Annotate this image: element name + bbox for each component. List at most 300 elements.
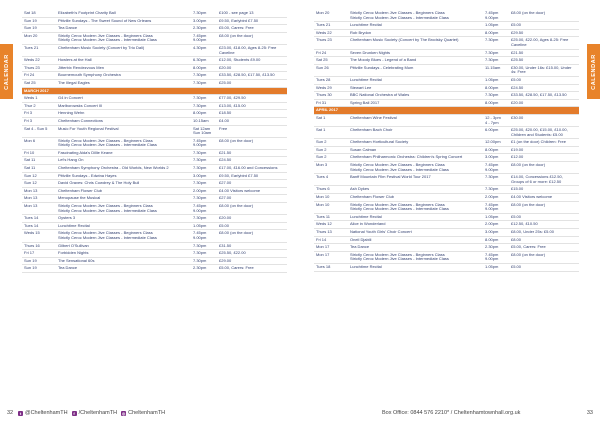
event-time: 7.30pm — [191, 149, 217, 157]
event-price: £20.00 — [217, 64, 287, 72]
event-time: 7.30pm — [483, 49, 509, 57]
event-name: Bournemouth Symphony Orchestra — [56, 72, 191, 80]
event-row — [314, 37, 579, 49]
event-name: Lunchtime Recital — [348, 76, 483, 84]
event-row — [22, 215, 287, 223]
event-date: Weds 22 — [22, 57, 56, 65]
event-row — [22, 64, 287, 72]
event-row — [314, 221, 579, 229]
event-date: Tues 11 — [314, 213, 348, 221]
event-name: National Youth Girls' Choir Concert — [348, 229, 483, 237]
event-date: Mon 10 — [314, 194, 348, 202]
event-time: 7.30pm — [191, 257, 217, 265]
event-date: Sun 2 — [314, 146, 348, 154]
event-date: Mon 10 — [314, 201, 348, 213]
event-name: Tea Dance — [348, 244, 483, 252]
event-name: Seven Drunken Nights — [348, 49, 483, 57]
event-price: £30.00, Under 16s: £15.00, Under 4s: Free — [509, 64, 579, 76]
event-time: 7.30pm — [191, 10, 217, 17]
event-price: £23.00, £18.00, Ages 8-25: Free Caveline — [217, 44, 287, 56]
event-row — [314, 263, 579, 271]
event-price: £8.00 (on the door) — [217, 230, 287, 242]
event-time: 7.30pm — [191, 95, 217, 103]
event-name: Menopause the Musical — [56, 195, 191, 203]
event-price: £20.00 — [217, 215, 287, 223]
event-row — [22, 25, 287, 33]
event-name: Stewart Lee — [348, 84, 483, 92]
event-row — [22, 230, 287, 242]
event-price: £27.00 — [217, 195, 287, 203]
page-number-right: 33 — [586, 410, 593, 416]
event-date: Tues 4 — [314, 174, 348, 186]
event-name: Cheltenham Music Society (Concert by Trio Dali) — [56, 44, 191, 56]
event-date: Mon 17 — [314, 244, 348, 252]
event-row — [22, 95, 287, 103]
event-price: £5.00 — [509, 263, 579, 271]
month-header-row — [314, 107, 579, 115]
event-price: £25.00 — [217, 79, 287, 87]
calendar-tab-label: CALENDAR — [3, 53, 10, 90]
event-time: 3.00pm — [191, 17, 217, 25]
event-time: 8.00pm — [483, 84, 509, 92]
event-date: Sat 25 — [314, 57, 348, 65]
event-price: £33.50, £28.50, £17.50, £13.50 — [509, 92, 579, 100]
event-time: 8.00pm — [483, 99, 509, 107]
event-row — [22, 149, 287, 157]
event-price: £77.00, £29.50 — [217, 95, 287, 103]
event-name: Tea Dance — [56, 25, 191, 33]
box-office-contact: Box Office: 0844 576 2210* / Cheltenhamtownhall.org.uk — [382, 410, 521, 416]
event-row — [314, 114, 579, 126]
event-row — [22, 44, 287, 56]
event-row — [314, 127, 579, 139]
event-date: Sun 12 — [22, 172, 56, 180]
event-row — [22, 187, 287, 195]
event-time: 7.45pm 9.00pm — [483, 201, 509, 213]
event-price: £15.00 — [509, 186, 579, 194]
event-row — [22, 137, 287, 149]
instagram-icon: ◎ — [121, 410, 126, 416]
event-row — [314, 84, 579, 92]
event-date: Mon 13 — [22, 195, 56, 203]
event-name: Cheltenham Flower Club — [348, 194, 483, 202]
event-date: Sat 25 — [22, 79, 56, 87]
event-price: £8.00 — [509, 236, 579, 244]
event-time: 12.00pm — [483, 139, 509, 147]
event-row — [22, 257, 287, 265]
event-date: Sat 1 — [314, 114, 348, 126]
event-time: 1.05pm — [483, 263, 509, 271]
event-name: Oysters 3 — [56, 215, 191, 223]
calendar-side-tab-right — [587, 44, 600, 99]
event-price: £21.50 — [509, 49, 579, 57]
event-price: £20.00 — [509, 99, 579, 107]
event-time: 1.05pm — [483, 22, 509, 30]
event-date: Fri 17 — [22, 250, 56, 258]
event-time: 7.30pm — [483, 37, 509, 49]
event-name: Elizabeth's Footprint Charity Ball — [56, 10, 191, 17]
event-date: Fri 24 — [314, 49, 348, 57]
event-row — [22, 110, 287, 118]
event-row — [22, 157, 287, 165]
event-date: Mon 17 — [314, 251, 348, 263]
event-row — [22, 102, 287, 110]
event-date: Sun 19 — [22, 265, 56, 273]
event-name: Cheltenham Bach Choir — [348, 127, 483, 139]
event-time: 1.05pm — [483, 213, 509, 221]
event-name: Tea Dance — [56, 265, 191, 273]
event-time: 8.00pm — [191, 110, 217, 118]
event-row — [22, 265, 287, 273]
event-price: £5.00 — [509, 22, 579, 30]
event-date: Weds 12 — [314, 221, 348, 229]
event-date: Fri 3 — [22, 110, 56, 118]
event-price: £9.50, Earlybird £7.50 — [217, 172, 287, 180]
event-row — [314, 186, 579, 194]
event-time: 2.00pm — [483, 194, 509, 202]
event-time: 4.30pm — [191, 44, 217, 56]
event-name: Jitterbix Rendezvous Men — [56, 64, 191, 72]
event-time: 11.15am — [483, 64, 509, 76]
event-date: Sun 19 — [22, 25, 56, 33]
event-time: 6.00pm — [483, 127, 509, 139]
event-price: £5.00, Carers: Free — [509, 244, 579, 252]
event-date: Mon 20 — [314, 10, 348, 22]
event-time: 7.30pm — [483, 92, 509, 100]
event-date: Sat 4 - Sun 5 — [22, 125, 56, 137]
event-date: Fri 24 — [22, 72, 56, 80]
event-price: £8.00, Under 25s: £5.00 — [509, 229, 579, 237]
event-date: Mon 13 — [22, 187, 56, 195]
event-name: Cheltenham Music Society (Concert by The Brodsky Quartet) — [348, 37, 483, 49]
event-time: 7.30pm — [483, 186, 509, 194]
event-name: Rob Brydon — [348, 29, 483, 37]
event-name: Cheltenham Philharmonic Orchestra: Children's Spring Concert — [348, 154, 483, 162]
event-name: Lunchtime Recital — [56, 222, 191, 230]
event-date: Tues 18 — [314, 263, 348, 271]
event-name: Lunchtime Recital — [348, 213, 483, 221]
event-name: Cheltenham Symphony Orchestra - Old Worlds, New Worlds 2 — [56, 165, 191, 173]
event-price: £8.00 (on the door) — [217, 32, 287, 44]
event-row — [22, 57, 287, 65]
event-price: £19.00 — [509, 146, 579, 154]
event-row — [314, 236, 579, 244]
month-header: APRIL 2017 — [314, 107, 579, 115]
event-date: Thur 2 — [22, 102, 56, 110]
event-date: Sun 2 — [314, 154, 348, 162]
event-time: 6.30pm — [191, 57, 217, 65]
month-header-row — [22, 87, 287, 95]
event-price: £25.00, £22.00, Ages 8-25: Free Caveline — [509, 37, 579, 49]
event-time: 2.30pm — [191, 25, 217, 33]
event-row — [22, 180, 287, 188]
event-price: £13.00, £15.00 — [217, 102, 287, 110]
event-time: 7.45pm 9.00pm — [191, 32, 217, 44]
event-price: £8.00 (on the door) — [509, 251, 579, 263]
event-row — [22, 172, 287, 180]
event-name: Spring Ball 2017 — [348, 99, 483, 107]
twitter-icon: t — [19, 410, 22, 416]
event-name: Gilbert O'Sullivan — [56, 242, 191, 250]
event-row — [22, 203, 287, 215]
event-row — [314, 213, 579, 221]
event-time: 7.45pm 9.00pm — [191, 203, 217, 215]
event-name: G4 in Concert — [56, 95, 191, 103]
event-price: £24.50 — [217, 157, 287, 165]
facebook-icon: f — [73, 410, 75, 416]
event-name: Susan Calman — [348, 146, 483, 154]
event-name: Lunchtime Recital — [348, 263, 483, 271]
event-time: 1.05pm — [483, 76, 509, 84]
event-price: £18.50 — [217, 110, 287, 118]
event-name: Strictly Ceroc Modern Jive Classes - Beginners Class Strictly Ceroc Modern Jive Classes - Intermediate Class — [348, 251, 483, 263]
event-row — [314, 154, 579, 162]
event-name: The Sensational 60s — [56, 257, 191, 265]
event-date: Fri 31 — [314, 99, 348, 107]
event-time: 7.30pm — [191, 157, 217, 165]
event-row — [314, 194, 579, 202]
event-row — [314, 92, 579, 100]
event-date: Sat 1 — [314, 127, 348, 139]
facebook-link[interactable] — [72, 410, 118, 416]
event-row — [314, 29, 579, 37]
event-price: £30.00 — [509, 114, 579, 126]
right-calendar-table — [314, 10, 579, 272]
event-name: Forbidden Nights — [56, 250, 191, 258]
event-name: Fascinating Aida's Dillie Keane — [56, 149, 191, 157]
event-time: 2.00pm — [191, 187, 217, 195]
event-date: Sun 19 — [22, 17, 56, 25]
event-time: 3.00pm — [483, 229, 509, 237]
event-name: Strictly Ceroc Modern Jive Classes - Beginners Class Strictly Ceroc Modern Jive Classes - Intermediate Class — [56, 137, 191, 149]
event-name: Alice in Wonderland — [348, 221, 483, 229]
event-price: £5.00, Carers: Free — [217, 25, 287, 33]
event-price: £5.00 — [509, 213, 579, 221]
event-name: Marlborowsks Concert III — [56, 102, 191, 110]
event-time: 7.30pm — [191, 79, 217, 87]
event-row — [22, 79, 287, 87]
event-row — [314, 162, 579, 174]
event-date: Tues 21 — [314, 22, 348, 30]
event-row — [22, 17, 287, 25]
event-price: £29.50 — [509, 29, 579, 37]
event-date: Sat 18 — [22, 10, 56, 17]
event-date: Mon 6 — [22, 137, 56, 149]
event-time: 10.15am — [191, 117, 217, 125]
event-date: Tues 14 — [22, 222, 56, 230]
event-price: £24.50 — [509, 84, 579, 92]
event-time: 7.45pm 9.00pm — [483, 162, 509, 174]
event-row — [314, 146, 579, 154]
event-row — [22, 72, 287, 80]
event-time: 7.45pm 9.00pm — [191, 230, 217, 242]
event-date: Weds 22 — [314, 29, 348, 37]
event-row — [314, 174, 579, 186]
event-time: 2.00pm — [483, 221, 509, 229]
twitter-link[interactable] — [18, 410, 68, 416]
event-price: £12.50, £10.50 — [509, 221, 579, 229]
event-time: 7.30pm — [191, 242, 217, 250]
event-date: Thurs 16 — [22, 242, 56, 250]
event-date: Fri 3 — [22, 117, 56, 125]
event-time: 12 - 3pm 4 - 7pm — [483, 114, 509, 126]
event-name: Oneil Djabili — [348, 236, 483, 244]
event-row — [314, 244, 579, 252]
event-name: Strictly Ceroc Modern Jive Classes - Beginners Class Strictly Ceroc Modern Jive Classes - Intermediate Class — [348, 201, 483, 213]
event-name: Cheltenham Wine Festival — [348, 114, 483, 126]
month-header: MARCH 2017 — [22, 87, 287, 95]
event-time: 1.05pm — [191, 222, 217, 230]
event-time: 2.30pm — [191, 265, 217, 273]
event-name: Lunchtime Recital — [348, 22, 483, 30]
event-time: 8.00pm — [191, 64, 217, 72]
event-time: 2.30pm — [483, 244, 509, 252]
event-row — [314, 22, 579, 30]
event-price: £12.00 — [509, 154, 579, 162]
event-price: £31.50 — [217, 242, 287, 250]
event-date: Fri 10 — [22, 149, 56, 157]
event-row — [22, 195, 287, 203]
event-time: 7.30pm — [191, 102, 217, 110]
event-date: Tues 28 — [314, 76, 348, 84]
event-row — [22, 222, 287, 230]
event-name: Strictly Ceroc Modern Jive Classes - Beginners Class Strictly Ceroc Modern Jive Classes - Intermediate Class — [56, 230, 191, 242]
event-price: £8.00 (on the door) — [217, 137, 287, 149]
event-name: Ash Dykes — [348, 186, 483, 194]
event-price: £1 (on the door) Children: Free — [509, 139, 579, 147]
instagram-handle: CheltenhamTH — [128, 410, 166, 416]
event-row — [22, 117, 287, 125]
event-row — [314, 229, 579, 237]
event-time: 3.00pm — [191, 172, 217, 180]
event-price: £4.00 Visitors welcome — [509, 194, 579, 202]
event-time: 7.45pm 9.00pm — [483, 10, 509, 22]
event-date: Mon 3 — [314, 162, 348, 174]
event-name: Banff Mountain Film Festival World Tour 2017 — [348, 174, 483, 186]
event-price: £17.00, £16.00 and Concessions — [217, 165, 287, 173]
event-name: Strictly Ceroc Modern Jive Classes - Beginners Class Strictly Ceroc Modern Jive Classes - Intermediate Class — [56, 203, 191, 215]
event-name: Cheltenham Horticultural Society — [348, 139, 483, 147]
instagram-link[interactable] — [121, 410, 165, 416]
social-links — [18, 410, 165, 416]
event-name: Henning Wehn — [56, 110, 191, 118]
event-price: £4.00 — [217, 117, 287, 125]
event-time: 7.30pm — [483, 57, 509, 65]
event-price: £8.00 (on the door) — [509, 10, 579, 22]
event-row — [314, 49, 579, 57]
calendar-tab-label: CALENDAR — [590, 53, 597, 90]
event-date: Weds 29 — [314, 84, 348, 92]
event-date: Thurs 23 — [314, 37, 348, 49]
event-price: £25.50, £22.00 — [217, 250, 287, 258]
event-date: Fri 14 — [314, 236, 348, 244]
left-calendar-table — [22, 10, 287, 273]
event-price: £29.00 — [217, 257, 287, 265]
event-row — [22, 242, 287, 250]
event-date: Tues 14 — [22, 215, 56, 223]
event-price: £100 - see page 13 — [217, 10, 287, 17]
event-name: Strictly Ceroc Modern Jive Classes - Beginners Class Strictly Ceroc Modern Jive Classes - Intermediate Class — [348, 162, 483, 174]
event-time: 7.30pm — [191, 215, 217, 223]
event-row — [22, 125, 287, 137]
event-price: £8.00 (on the door) — [217, 203, 287, 215]
event-date: Sun 19 — [22, 257, 56, 265]
event-time: 8.00pm — [483, 29, 509, 37]
twitter-handle: @CheltenhamTH — [25, 410, 68, 416]
event-price: £33.50, £28.50, £17.50, £13.50 — [217, 72, 287, 80]
event-price: £5.00, Carers: Free — [217, 265, 287, 273]
event-date: Thurs 6 — [314, 186, 348, 194]
event-price: £8.00 (on the door) — [509, 162, 579, 174]
event-date: Weds 15 — [22, 230, 56, 242]
page-number-left: 32 — [7, 410, 14, 416]
event-date: Weds 1 — [22, 95, 56, 103]
event-time: 7.45pm 9.00pm — [483, 251, 509, 263]
event-time: 7.30pm — [483, 174, 509, 186]
event-time: 7.30pm — [191, 195, 217, 203]
event-price: £5.00 — [509, 76, 579, 84]
event-price: £21.50 — [217, 149, 287, 157]
event-time: 7.45pm 9.00pm — [191, 137, 217, 149]
event-date: Sun 2 — [314, 139, 348, 147]
calendar-side-tab-left — [0, 44, 13, 99]
event-price: £9.50, Earlybird £7.50 — [217, 17, 287, 25]
event-name: David Graves: Chris Cowdrey & The Holy Bull — [56, 180, 191, 188]
event-time: 7.30pm — [191, 165, 217, 173]
event-row — [314, 76, 579, 84]
event-name: Strictly Ceroc Modern Jive Classes - Beginners Class Strictly Ceroc Modern Jive Classes - Intermediate Class — [56, 32, 191, 44]
event-time: 7.30pm — [191, 72, 217, 80]
event-price: Free — [217, 125, 287, 137]
event-name: Howlers at the Hall — [56, 57, 191, 65]
event-price: £8.00 (on the door) — [509, 201, 579, 213]
event-price: £25.50 — [509, 57, 579, 65]
event-date: Mon 20 — [22, 32, 56, 44]
event-date: Sat 11 — [22, 165, 56, 173]
event-date: Sun 12 — [22, 180, 56, 188]
event-date: Sat 11 — [22, 157, 56, 165]
event-time: 7.30pm — [191, 180, 217, 188]
event-time: 7.30pm — [191, 250, 217, 258]
event-row — [314, 64, 579, 76]
event-name: BBC National Orchestra of Wales — [348, 92, 483, 100]
event-name: Cheltenham Flower Club — [56, 187, 191, 195]
event-time: 8.00pm — [483, 236, 509, 244]
event-price: £5.00 — [217, 222, 287, 230]
event-name: Strictly Ceroc Modern Jive Classes - Beginners Class Strictly Ceroc Modern Jive Classes - Intermediate Class — [348, 10, 483, 22]
event-date: Thurs 23 — [22, 64, 56, 72]
event-name: Music For Youth Regional Festival — [56, 125, 191, 137]
facebook-handle: /CheltenhamTH — [78, 410, 118, 416]
event-price: £25.00, £20.00, £15.00, £10.00, Children and Students: £5.00 — [509, 127, 579, 139]
event-row — [314, 57, 579, 65]
event-row — [22, 250, 287, 258]
event-date: Tues 21 — [22, 44, 56, 56]
event-time: Sat 12am Sun 10am — [191, 125, 217, 137]
event-name: Let's Hang On — [56, 157, 191, 165]
event-row — [22, 10, 287, 17]
event-row — [314, 139, 579, 147]
event-row — [22, 32, 287, 44]
event-price: £12.00, Students £9.00 — [217, 57, 287, 65]
event-date: Thurs 13 — [314, 229, 348, 237]
event-row — [314, 10, 579, 22]
event-price: £14.00, Concessions £12.50, Groups of 6 or more: £12.50 — [509, 174, 579, 186]
event-name: Cheltenham Connections — [56, 117, 191, 125]
event-row — [314, 251, 579, 263]
event-date: Sun 26 — [314, 64, 348, 76]
event-row — [314, 201, 579, 213]
